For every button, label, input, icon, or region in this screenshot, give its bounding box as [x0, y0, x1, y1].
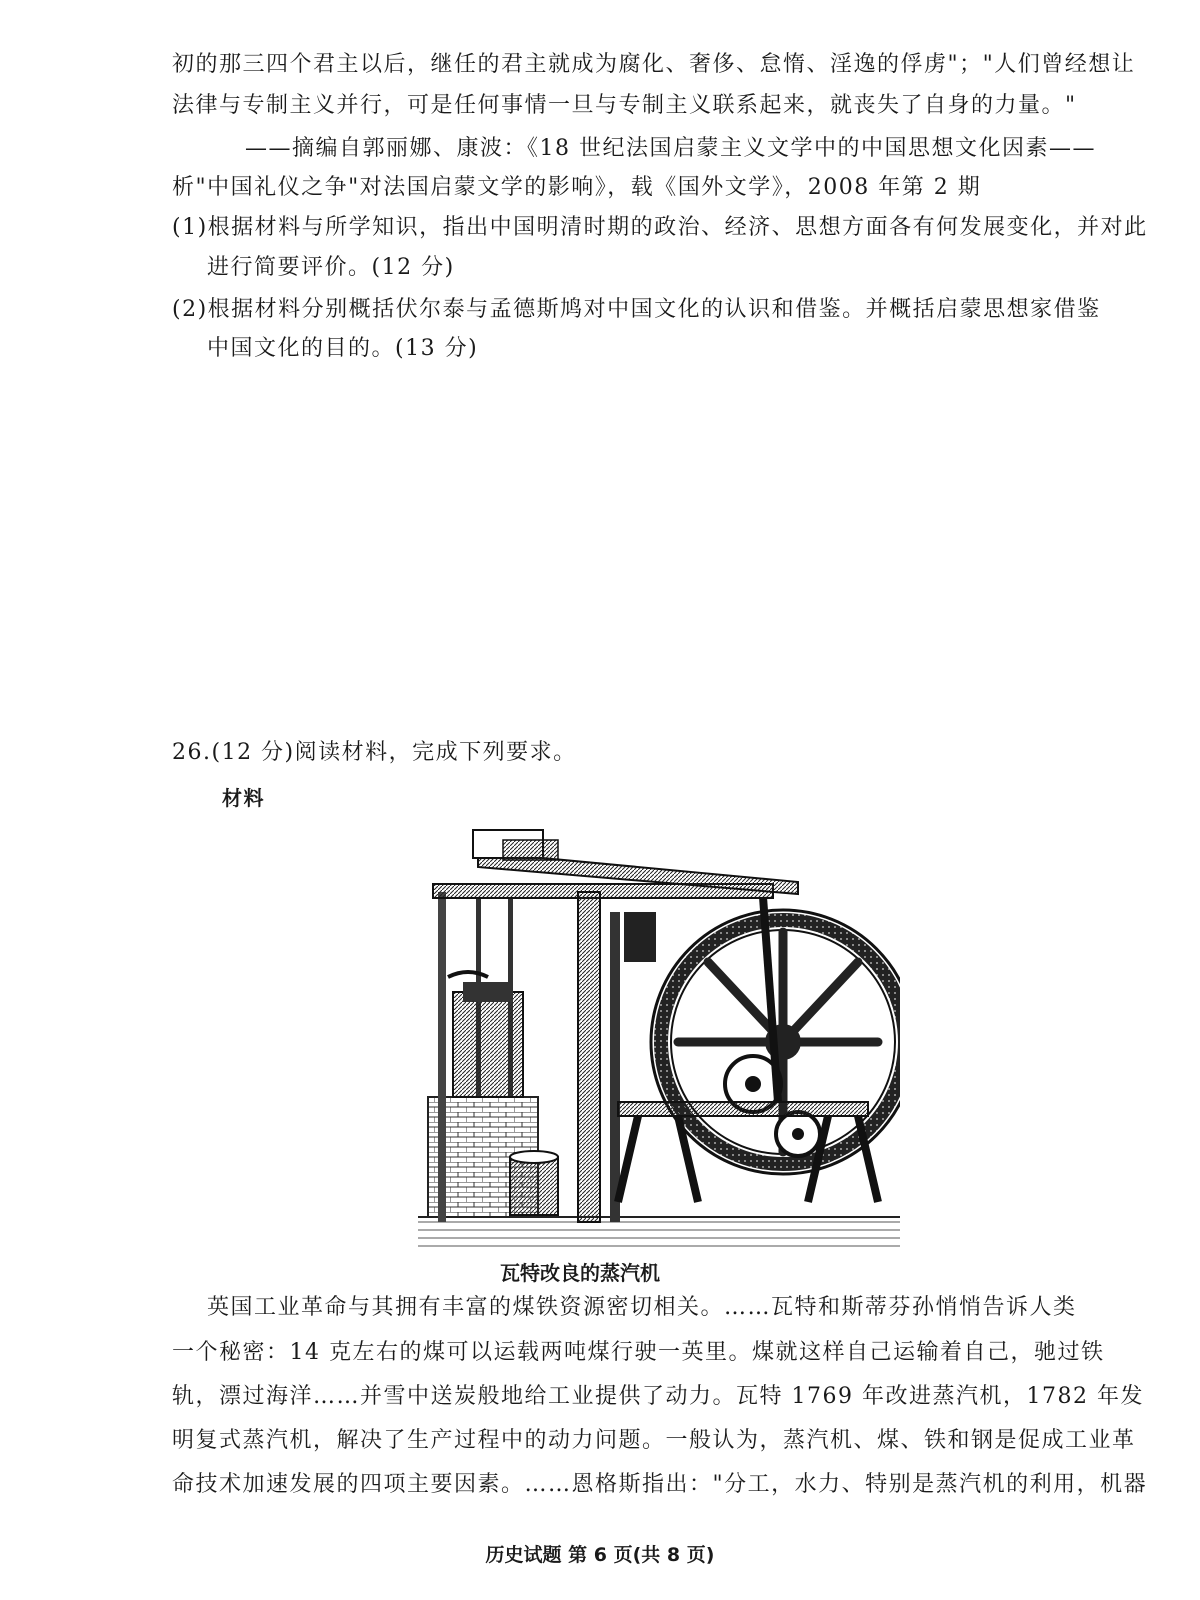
source-citation: ——摘编自郭丽娜、康波：《18 世纪法国启蒙主义文学中的中国思想文化因素—— — [245, 136, 1096, 161]
passage-line: 命技术加速发展的四项主要因素。……恩格斯指出："分工，水力、特别是蒸汽机的利用，机器 — [172, 1472, 1148, 1497]
passage-line: 明复式蒸汽机，解决了生产过程中的动力问题。一般认为，蒸汽机、煤、铁和钢是促成工业革 — [172, 1428, 1136, 1453]
question-1: (1)根据材料与所学知识，指出中国明清时期的政治、经济、思想方面各有何发展变化，并对此 — [172, 215, 1148, 240]
material-label: 材料 — [222, 786, 265, 810]
passage-line: 一个秘密：14 克左右的煤可以运载两吨煤行驶一英里。煤就这样自己运输着自己，驰过铁 — [172, 1340, 1105, 1365]
passage-line: 轨，漂过海洋……并雪中送炭般地给工业提供了动力。瓦特 1769 年改进蒸汽机，1782 年发 — [172, 1384, 1144, 1409]
question-2: (2)根据材料分别概括伏尔泰与孟德斯鸠对中国文化的认识和借鉴。并概括启蒙思想家借鉴 — [172, 297, 1101, 322]
passage-line: 初的那三四个君主以后，继任的君主就成为腐化、奢侈、怠惰、淫逸的俘虏"；"人们曾经想让 — [172, 52, 1136, 77]
passage-line: 英国工业革命与其拥有丰富的煤铁资源密切相关。……瓦特和斯蒂芬孙悄悄告诉人类 — [207, 1295, 1077, 1320]
source-citation: 析"中国礼仪之争"对法国启蒙文学的影响》，载《国外文学》，2008 年第 2 期 — [172, 175, 982, 200]
steam-engine-illustration — [418, 822, 900, 1252]
question-2-cont: 中国文化的目的。(13 分) — [207, 336, 479, 361]
figure-caption: 瓦特改良的蒸汽机 — [500, 1261, 660, 1285]
question-1-cont: 进行简要评价。(12 分) — [207, 255, 455, 280]
page-footer: 历史试题 第 6 页(共 8 页) — [485, 1544, 715, 1566]
passage-line: 法律与专制主义并行，可是任何事情一旦与专制主义联系起来，就丧失了自身的力量。" — [172, 93, 1077, 118]
question-26-heading: 26.(12 分)阅读材料，完成下列要求。 — [172, 740, 577, 765]
